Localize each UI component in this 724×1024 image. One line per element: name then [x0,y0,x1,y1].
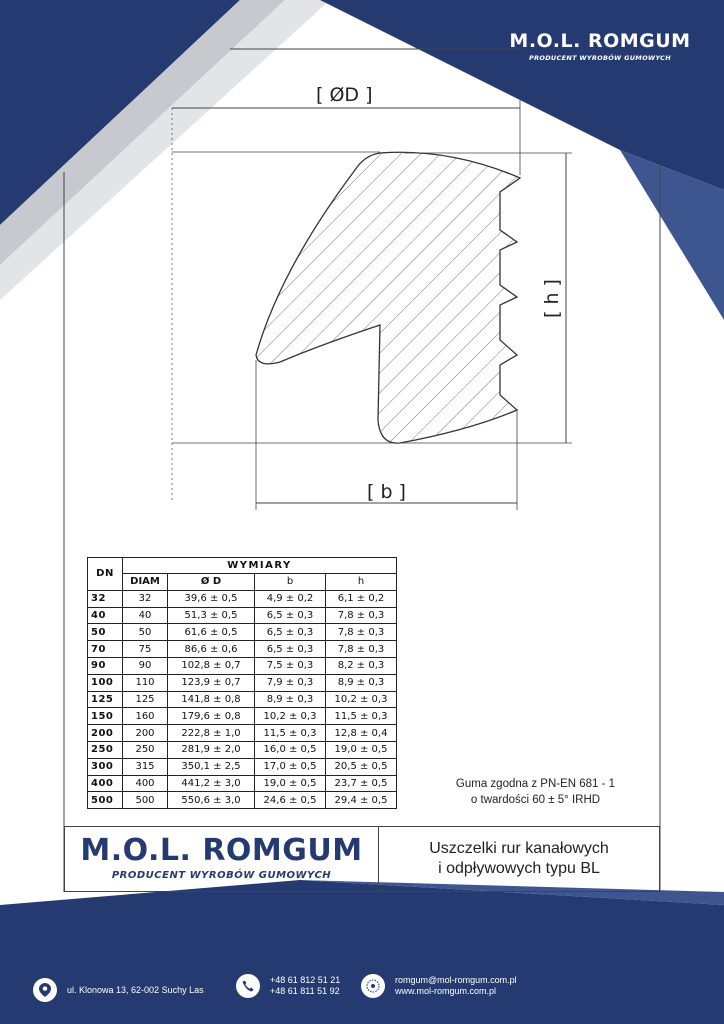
cell-diam: 90 [123,657,168,674]
col-header-diam: DIAM [123,574,168,591]
cell-od: 61,6 ± 0,5 [168,624,255,641]
cell-dn: 400 [88,775,123,792]
drawing-title [379,827,659,891]
phone-icon [236,974,260,998]
cell-dn: 300 [88,758,123,775]
table-row [88,657,397,674]
cell-od: 141,8 ± 0,8 [168,691,255,708]
title-block-brand-tagline: PRODUCENT WYROBÓW GUMOWYCH [111,870,332,881]
cell-diam: 250 [123,741,168,758]
cell-dn: 150 [88,708,123,725]
cell-od: 350,1 ± 2,5 [168,758,255,775]
cell-diam: 50 [123,624,168,641]
website-link[interactable]: www.mol-romgum.com.pl [395,986,497,996]
cell-b: 6,5 ± 0,3 [255,641,326,658]
cell-h: 20,5 ± 0,5 [326,758,397,775]
cell-dn: 70 [88,641,123,658]
drawing-title-line1: Uszczelki rur kanałowych [429,840,609,857]
cell-dn: 250 [88,741,123,758]
phone-1[interactable]: +48 61 812 51 21 [270,975,341,985]
cell-dn: 100 [88,674,123,691]
footer-phones [236,974,340,998]
cell-b: 16,0 ± 0,5 [255,741,326,758]
material-note-line1: Guma zgodna z PN-EN 681 - 1 [455,778,616,790]
cell-od: 179,6 ± 0,8 [168,708,255,725]
table-row [88,624,397,641]
table-row [88,758,397,775]
cell-h: 8,2 ± 0,3 [326,657,397,674]
table-row [88,741,397,758]
cell-diam: 110 [123,674,168,691]
title-block [64,826,660,892]
cell-od: 39,6 ± 0,5 [168,590,255,607]
cell-diam: 400 [123,775,168,792]
cell-h: 29,4 ± 0,5 [326,792,397,809]
cell-dn: 40 [88,607,123,624]
col-header-h: h [326,574,397,591]
cell-diam: 40 [123,607,168,624]
cell-dn: 125 [88,691,123,708]
table-row [88,708,397,725]
cell-diam: 200 [123,725,168,742]
cell-od: 222,8 ± 1,0 [168,725,255,742]
globe-icon [361,974,385,998]
phone-numbers [270,975,340,997]
material-note [428,776,643,808]
dimensions-table [87,557,397,809]
cell-b: 7,5 ± 0,3 [255,657,326,674]
material-note-line2: o twardości 60 ± 5° IRHD [470,794,601,806]
title-block-brand-name: M.O.L. ROMGUM [80,833,363,868]
brand-name: M.O.L. ROMGUM [509,30,691,52]
phone-2[interactable]: +48 61 811 51 92 [270,986,340,996]
cell-h: 19,0 ± 0,5 [326,741,397,758]
dimension-label-h-text: [ h ] [541,279,563,318]
cell-b: 11,5 ± 0,3 [255,725,326,742]
cell-diam: 75 [123,641,168,658]
location-pin-icon [33,978,57,1002]
table-row [88,792,397,809]
cell-od: 441,2 ± 3,0 [168,775,255,792]
cell-b: 24,6 ± 0,5 [255,792,326,809]
cell-dn: 200 [88,725,123,742]
table-row [88,607,397,624]
group-header-wymiary: WYMIARY [123,558,397,574]
table-row [88,725,397,742]
cell-diam: 125 [123,691,168,708]
cell-h: 23,7 ± 0,5 [326,775,397,792]
table-row [88,590,397,607]
cell-b: 10,2 ± 0,3 [255,708,326,725]
cell-od: 123,9 ± 0,7 [168,674,255,691]
cell-b: 6,5 ± 0,3 [255,624,326,641]
col-header-b: b [255,574,326,591]
table-row [88,641,397,658]
col-header-od: Ø D [168,574,255,591]
cell-h: 7,8 ± 0,3 [326,624,397,641]
address-text: ul. Klonowa 13, 62-002 Suchy Las [67,984,204,995]
cell-b: 7,9 ± 0,3 [255,674,326,691]
dimension-label-b: [ b ] [367,481,406,503]
table-row [88,775,397,792]
cell-dn: 50 [88,624,123,641]
cell-b: 4,9 ± 0,2 [255,590,326,607]
cell-od: 86,6 ± 0,6 [168,641,255,658]
cell-diam: 32 [123,590,168,607]
footer [0,962,724,1024]
dimension-label-h [541,279,563,318]
table-row [88,691,397,708]
title-block-logo [65,827,379,891]
cell-h: 11,5 ± 0,3 [326,708,397,725]
cell-dn: 32 [88,590,123,607]
contact-links [395,975,517,997]
drawing-title-line2: i odpływowych typu BL [438,860,600,877]
cell-b: 6,5 ± 0,3 [255,607,326,624]
cell-diam: 315 [123,758,168,775]
brand-tagline: PRODUCENT WYROBÓW GUMOWYCH [529,54,671,62]
cell-od: 550,6 ± 3,0 [168,792,255,809]
cell-h: 7,8 ± 0,3 [326,607,397,624]
cell-h: 10,2 ± 0,3 [326,691,397,708]
table-row [88,674,397,691]
cell-od: 51,3 ± 0,5 [168,607,255,624]
cell-diam: 500 [123,792,168,809]
cell-diam: 160 [123,708,168,725]
col-header-dn: DN [88,558,123,591]
cell-h: 7,8 ± 0,3 [326,641,397,658]
seal-profile-shape [256,152,520,443]
cell-od: 102,8 ± 0,7 [168,657,255,674]
cell-b: 19,0 ± 0,5 [255,775,326,792]
cell-b: 17,0 ± 0,5 [255,758,326,775]
cell-od: 281,9 ± 2,0 [168,741,255,758]
cell-dn: 90 [88,657,123,674]
footer-address [33,978,204,1002]
cell-h: 12,8 ± 0,4 [326,725,397,742]
footer-contact [361,974,517,998]
cell-h: 8,9 ± 0,3 [326,674,397,691]
cell-h: 6,1 ± 0,2 [326,590,397,607]
email-link[interactable]: romgum@mol-romgum.com.pl [395,975,517,985]
dimension-label-diameter: [ ØD ] [316,84,373,106]
cell-b: 8,9 ± 0,3 [255,691,326,708]
cell-dn: 500 [88,792,123,809]
